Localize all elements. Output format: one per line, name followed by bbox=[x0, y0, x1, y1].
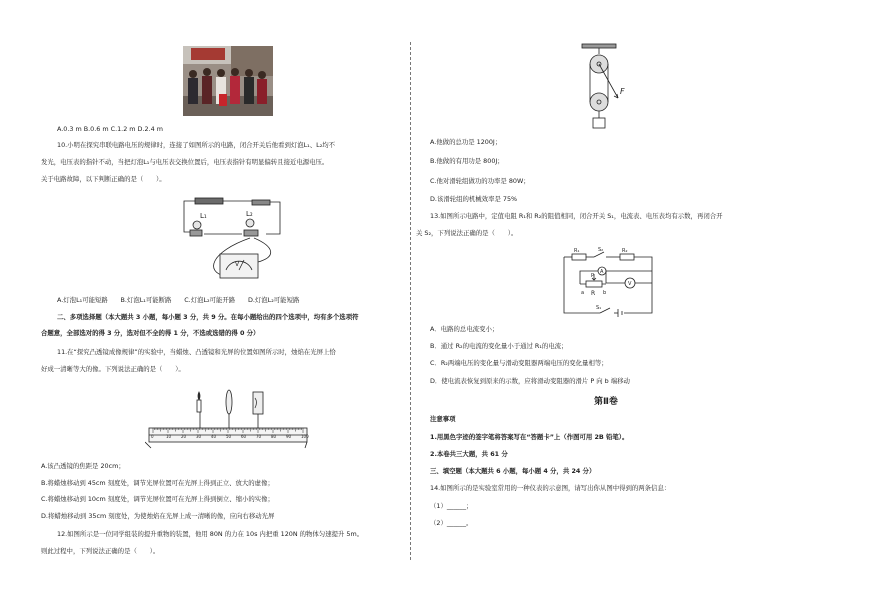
q11-option-b: B.将蜡烛移动到 45cm 刻度处，调节光屏位置可在光屏上得到正立、放大的虚像； bbox=[41, 479, 274, 487]
note-2: 2.本卷共三大题，共 61 分 bbox=[430, 450, 508, 458]
q13-option-a: A．电路的总电流变小； bbox=[430, 325, 499, 333]
column-divider bbox=[410, 42, 411, 560]
note-1: 1.用黑色字迹的签字笔将答案写在“答题卡”上（作图可用 2B 铅笔）。 bbox=[430, 433, 629, 441]
ruler-label: 10 bbox=[166, 434, 172, 439]
label-L2: L₂ bbox=[246, 210, 253, 218]
ruler-label: 60 bbox=[241, 434, 247, 439]
q10-line-3: 关于电路故障，以下判断正确的是（ ）。 bbox=[41, 175, 166, 183]
q10-options: A.灯泡L₁可能短路 B.灯泡L₁可能断路 C.灯泡L₂可能开路 D.灯泡L₂可能短路 bbox=[57, 296, 300, 304]
q11-line-2: 好成一清晰等大的像。下列说法正确的是（ ）。 bbox=[41, 365, 185, 373]
label-S1: S₁ bbox=[596, 305, 602, 311]
q11-option-c: C.将蜡烛移动到 10cm 刻度处，调节光屏位置可在光屏上得到倒立、缩小的实像； bbox=[41, 495, 274, 503]
q13-option-c: C．R₂两端电压的变化量与滑动变阻器两端电压的变化量相等； bbox=[430, 359, 608, 367]
q10-line-1: 10.小明在探究串联电路电压的规律时，连接了如图所示的电路，闭合开关后他看到灯泡L₁、L₂均不 bbox=[57, 141, 336, 149]
label-b: b bbox=[603, 290, 607, 296]
label-V: V bbox=[235, 261, 240, 268]
q9-options: A.0.3 m B.0.6 m C.1.2 m D.2.4 m bbox=[57, 125, 163, 133]
ruler-label: 20 bbox=[181, 434, 187, 439]
q10-line-2: 发光，电压表的指针不动，当把灯泡L₁与电压表交换位置后，电压表指针有明显偏转且接近电源电压。 bbox=[41, 158, 329, 166]
q13-line-1: 13.如图所示电路中，定值电阻 R₁和 R₂的阻值相同，闭合开关 S₁，电流表、电压表均有示数，再闭合开 bbox=[430, 212, 723, 220]
ruler-label: 90 bbox=[286, 434, 292, 439]
q11-option-a: A.该凸透镜的焦距是 20cm； bbox=[41, 462, 125, 470]
q13-option-b: B．通过 R₂的电流的变化量小于通过 R₁的电流； bbox=[430, 342, 568, 350]
pulley-diagram bbox=[578, 42, 628, 132]
q13-line-2: 关 S₂，下列说法正确的是（ ）。 bbox=[416, 229, 518, 237]
q13-circuit-diagram bbox=[560, 243, 660, 321]
label-R1: R₁ bbox=[574, 248, 580, 254]
q12-option-a: A.他做的总功是 1200J； bbox=[430, 138, 502, 146]
q14-text: 14.如图所示的是实验室常用的一种仪表的示意图，请写出你从图中得到的两条信息： bbox=[430, 484, 671, 492]
section2-line-1: 二、多项选择题（本大题共 3 小题，每小题 3 分，共 9 分。在每小题给出的四个选项中，均有多个选项符 bbox=[57, 313, 359, 321]
part2-title: 第Ⅱ卷 bbox=[594, 397, 618, 407]
q14-blank-1: （1）______； bbox=[430, 502, 473, 510]
ruler-label: 70 bbox=[256, 434, 262, 439]
notes-title: 注意事项 bbox=[430, 415, 456, 423]
q13-option-d: D．使电流表恢复到原来的示数，应将滑动变阻器的滑片 P 向 b 端移动 bbox=[430, 377, 630, 385]
q12-line-1: 12.如图所示是一位同学组装的提升重物的装置，他用 80N 的力在 10s 内把重 120N 的物体匀速提升 5m。 bbox=[57, 530, 364, 538]
label-F: F bbox=[620, 87, 625, 96]
ruler-label: 30 bbox=[196, 434, 202, 439]
q11-option-d: D.将蜡烛移动到 35cm 刻度处，为使烛焰在光屏上成一清晰的像，应向右移动光屏 bbox=[41, 512, 275, 520]
label-R2: R₂ bbox=[622, 248, 628, 254]
section2-line-2: 合题意，全部选对的得 3 分，选对但不全的得 1 分，不选或选错的得 0 分） bbox=[41, 329, 260, 337]
q11-line-1: 11.在“探究凸透镜成像规律”的实验中，当蜡烛、凸透镜和光屏的位置如图所示时，烛焰在光屏上恰 bbox=[57, 348, 336, 356]
optical-bench-diagram bbox=[145, 388, 310, 450]
section3-heading: 三、填空题（本大题共 6 小题，每小题 4 分，共 24 分） bbox=[430, 467, 596, 475]
ruler-label: 100 bbox=[301, 434, 309, 439]
ruler-label: 50 bbox=[226, 434, 232, 439]
q12-option-b: B.他做的有用功是 800J； bbox=[430, 157, 504, 165]
ruler-label: 80 bbox=[271, 434, 277, 439]
people-photo bbox=[183, 46, 273, 116]
ruler-label: 40 bbox=[211, 434, 217, 439]
label-L1: L₁ bbox=[200, 212, 207, 220]
series-circuit-diagram bbox=[180, 192, 290, 282]
label-V2: V bbox=[628, 281, 632, 287]
label-R: R bbox=[591, 290, 596, 297]
label-P: P bbox=[591, 273, 595, 279]
ruler-label: 0 bbox=[151, 434, 154, 439]
q12-option-c: C.他对滑轮组做功的功率是 80W； bbox=[430, 177, 530, 185]
q12-line-2: 则此过程中，下列说法正确的是（ ）。 bbox=[41, 547, 160, 555]
q12-option-d: D.该滑轮组的机械效率是 75% bbox=[430, 195, 518, 203]
label-S2: S₂ bbox=[598, 247, 604, 253]
q14-blank-2: （2）______。 bbox=[430, 519, 473, 527]
label-A: A bbox=[600, 269, 604, 275]
label-a: a bbox=[581, 290, 585, 296]
